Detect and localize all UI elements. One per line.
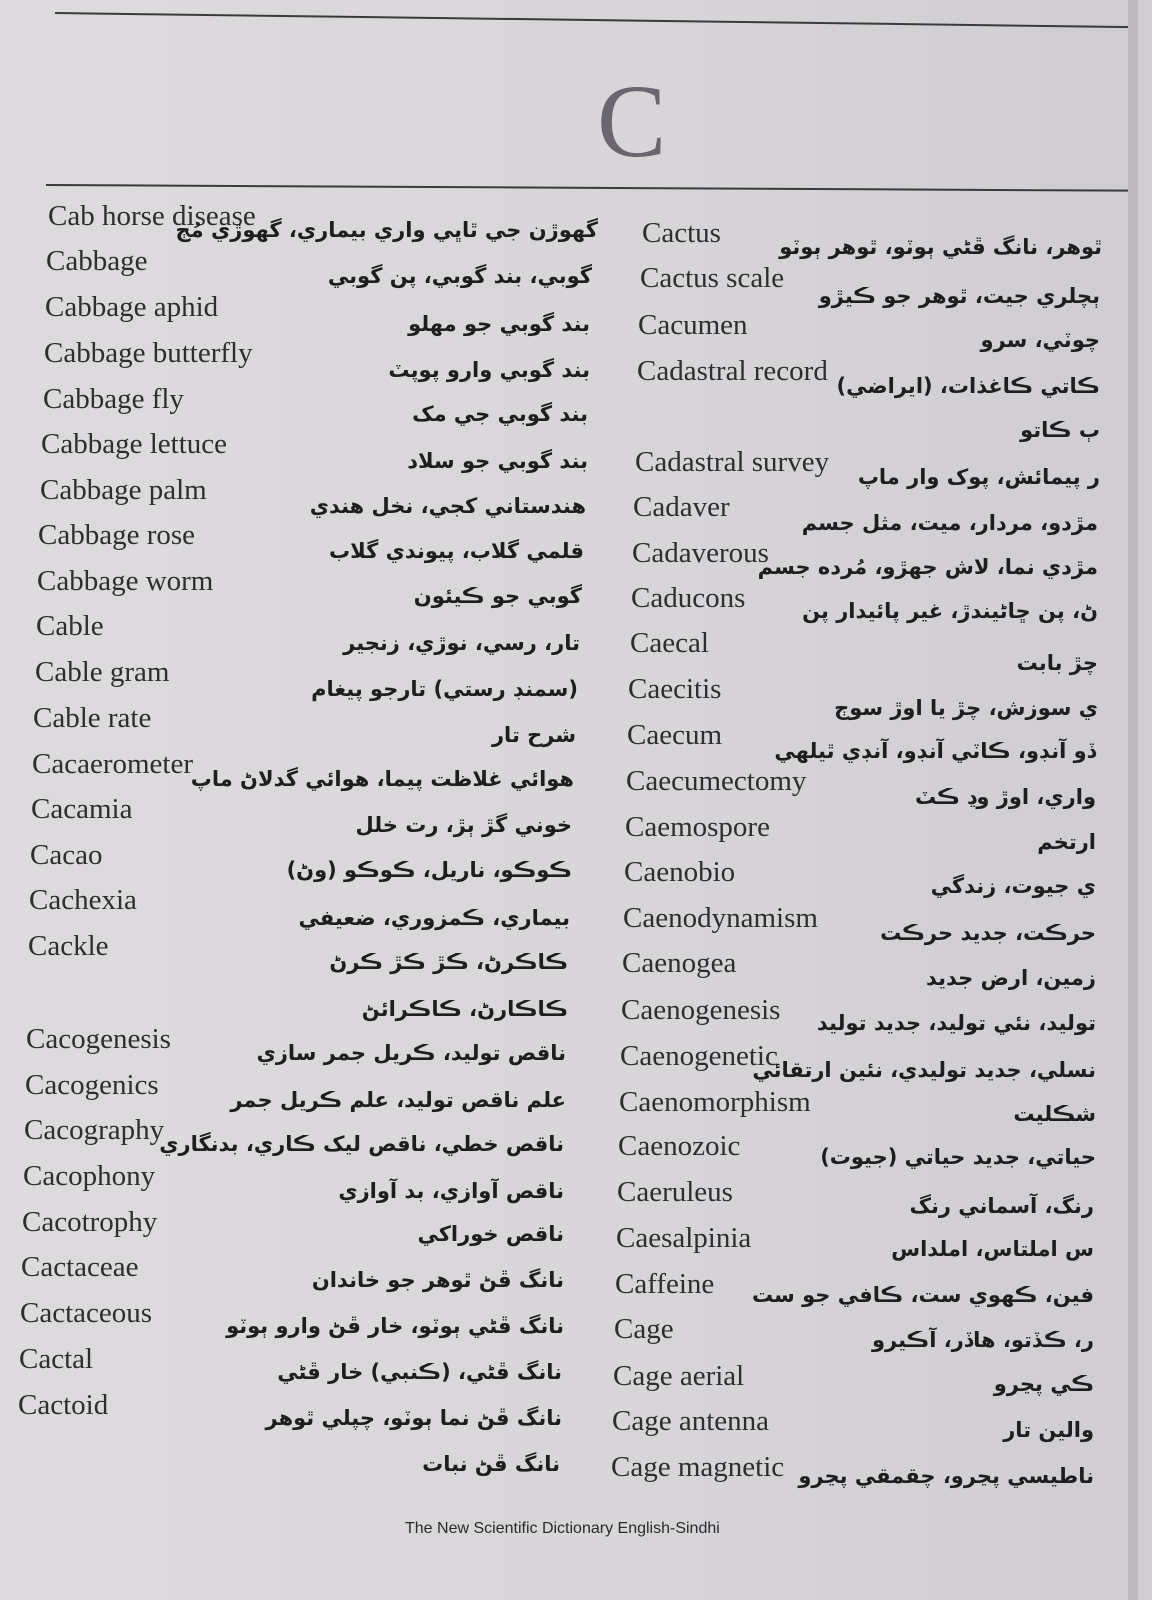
- left-entry-term: Cacamia: [31, 793, 133, 825]
- left-entry-term: Cab horse disease: [48, 200, 256, 232]
- footer-title: The New Scientific Dictionary English-Sindhi: [405, 1520, 720, 1537]
- left-entry-sindhi-definition: بند گوبي جو مهلو: [408, 312, 590, 336]
- left-entry-sindhi-definition: نانگ ڦڻ ٿوهر جو خاندان: [311, 1268, 564, 1292]
- left-entry-sindhi-definition: قلمي گلاب، پيوندي گلاب: [329, 539, 584, 563]
- right-entry-sindhi-definition: توليد، نئي توليد، جديد توليد: [816, 1011, 1096, 1035]
- left-entry-term: Cactal: [19, 1343, 94, 1375]
- right-entry-sindhi-definition: ٿوهر، نانگ ڦڻي ٻوٽو، ٿوهر ٻوٽو: [779, 235, 1102, 259]
- right-entry-term: Cage aerial: [613, 1360, 745, 1392]
- right-entry-sindhi-definition: ڻ، پن ڇاڻيندڙ، غير پائيدار پن: [802, 599, 1098, 623]
- right-entry-term: Cactus scale: [640, 262, 785, 294]
- left-entry-sindhi-definition: ڪوڪو، ناريل، ڪوڪو (وڻ): [286, 858, 572, 882]
- right-entry-sindhi-definition: ڪي پڃرو: [993, 1372, 1094, 1396]
- left-entry-term: Cabbage butterfly: [44, 337, 253, 369]
- right-entry-term: Caffeine: [615, 1268, 715, 1300]
- left-entry-term: Cacao: [30, 839, 103, 871]
- right-entry-sindhi-definition: نسلي، جديد توليدي، نئين ارتقائي: [752, 1058, 1096, 1082]
- right-entry-term: Caenogenesis: [621, 994, 781, 1026]
- left-entry-sindhi-definition: ڪاڪرڻ، ڪڙ ڪڙ ڪرڻ: [329, 950, 568, 974]
- left-entry-term: Cachexia: [29, 884, 137, 916]
- right-entry-sindhi-definition: س املتاس، املداس: [891, 1237, 1094, 1261]
- right-entry-term: Caesalpinia: [616, 1222, 752, 1254]
- right-entry-sindhi-definition: زمين، ارض جديد: [926, 966, 1096, 990]
- left-entry-term: Cacophony: [23, 1160, 156, 1192]
- right-entry-sindhi-definition: ر پيمائش، پوک وار ماپ: [857, 465, 1100, 489]
- right-entry-sindhi-definition: والين تار: [1003, 1418, 1094, 1442]
- right-entry-term: Caecumectomy: [626, 765, 807, 797]
- left-entry-sindhi-definition: بيماري، ڪمزوري، ضعيفي: [298, 906, 570, 930]
- right-entry-term: Cacumen: [638, 309, 748, 341]
- right-entry-term: Cage antenna: [612, 1405, 770, 1437]
- left-entry-sindhi-definition: گهوڙن جي ٿاڀي واري بيماري، گهوڙي مُڄ: [175, 218, 598, 242]
- page-spine-edge: [1138, 0, 1152, 1600]
- left-entry-sindhi-definition: گوبي جو ڪيئون: [413, 584, 582, 608]
- left-entry-term: Cacography: [24, 1114, 165, 1146]
- right-entry-term: Caecal: [630, 627, 709, 659]
- right-entry-sindhi-definition: ي سوزش، چڙ يا اوڙ سوڄ: [834, 696, 1098, 720]
- right-entry-sindhi-definition: حرڪت، جديد حرڪت: [880, 921, 1096, 945]
- right-entry-sindhi-definition: ارتخم: [1037, 830, 1096, 854]
- top-rule: [55, 12, 1132, 28]
- left-entry-term: Cactoid: [18, 1389, 109, 1421]
- left-entry-sindhi-definition: هوائي غلاظت پيما، هوائي گدلاڻ ماپ: [190, 767, 574, 791]
- left-entry-term: Cabbage worm: [37, 565, 214, 597]
- right-entry-term: Cadaver: [633, 491, 730, 523]
- left-entry-term: Cacotrophy: [22, 1206, 158, 1238]
- right-entry-term: Caenodynamism: [623, 902, 818, 934]
- left-entry-term: Cable rate: [33, 702, 152, 734]
- right-entry-sindhi-definition: ر، ڪڏتو، هاڏر، آڪيرو: [871, 1328, 1094, 1352]
- right-entry-sindhi-definition: چوٽي، سرو: [980, 328, 1100, 352]
- left-entry-sindhi-definition: علم ناقص توليد، علم ڪريل جمر: [230, 1088, 566, 1112]
- left-entry-sindhi-definition: نانگ ڦڻي ٻوٽو، خار ڦڻ وارو ٻوٽو: [226, 1314, 564, 1338]
- right-entry-term: Cage magnetic: [611, 1451, 785, 1483]
- right-entry-sindhi-definition: واري، اوڙ وڍ ڪٽ: [914, 785, 1096, 809]
- left-entry-sindhi-definition: بند گوبي جي مک: [412, 402, 588, 426]
- right-entry-sindhi-definition: رنگ، آسماني رنگ: [909, 1194, 1094, 1218]
- section-letter: C: [597, 64, 667, 179]
- right-entry-term: Cactus: [642, 217, 721, 249]
- right-entry-sindhi-definition: ڪاتي ڪاغذات، (ايراضي): [836, 374, 1100, 398]
- left-entry-sindhi-definition: ناقص خوراکي: [417, 1222, 564, 1246]
- right-entry-sindhi-definition: مڙدي نما، لاش جهڙو، مُرده جسم: [757, 555, 1098, 579]
- left-entry-sindhi-definition: نانگ ڦڻي، (ڪنبي) خار ڦڻي: [277, 1360, 562, 1384]
- right-entry-term: Cadastral record: [637, 355, 828, 387]
- right-entry-term: Caenogea: [622, 947, 737, 979]
- header-rule: [46, 184, 1132, 192]
- left-entry-term: Cabbage palm: [40, 474, 207, 506]
- left-entry-sindhi-definition: ناقص خطي، ناقص ليک ڪاري، بدنگاري: [159, 1132, 564, 1156]
- left-entry-term: Cactaceous: [20, 1297, 153, 1329]
- left-entry-term: Cackle: [28, 930, 109, 962]
- right-entry-term: Caenomorphism: [619, 1086, 811, 1118]
- left-entry-sindhi-definition: ناقص توليد، ڪريل جمر سازي: [256, 1041, 566, 1065]
- left-entry-term: Cable gram: [35, 656, 170, 688]
- left-entry-sindhi-definition: هندستاني کجي، نخل هندي: [309, 494, 586, 518]
- right-entry-term: Caenozoic: [618, 1130, 741, 1162]
- right-entry-sindhi-definition: شڪليت: [1013, 1102, 1096, 1126]
- right-entry-sindhi-definition: چڙ بابت: [1016, 651, 1098, 675]
- left-entry-sindhi-definition: ناقص آوازي، بد آوازي: [338, 1179, 564, 1203]
- left-entry-sindhi-definition: ڪاڪارڻ، ڪاڪرائڻ: [361, 997, 568, 1021]
- right-entry-sindhi-definition: فين، ڪهوي ست، ڪافي جو ست: [751, 1283, 1094, 1307]
- left-entry-term: Cabbage: [46, 245, 148, 277]
- right-entry-sindhi-definition: ڏو آنڊو، ڪاٽي آنڊو، آنڊي ٿيلهي: [774, 739, 1096, 763]
- left-entry-term: Cactaceae: [21, 1251, 139, 1283]
- right-entry-sindhi-definition: ي جيوت، زندگي: [930, 874, 1096, 898]
- left-entry-sindhi-definition: (سمنڊ رستي) تارجو پيغام: [311, 677, 578, 701]
- left-entry-term: Cabbage lettuce: [41, 428, 227, 460]
- right-entry-term: Caemospore: [625, 811, 770, 843]
- left-entry-term: Cable: [36, 610, 104, 642]
- left-entry-sindhi-definition: تار، رسي، نوڙي، زنجير: [343, 631, 580, 655]
- left-entry-sindhi-definition: گوبي، بند گوبي، پن گوبي: [327, 264, 592, 288]
- left-entry-sindhi-definition: بند گوبي وارو پوپٽ: [388, 358, 590, 382]
- left-entry-term: Cacaerometer: [32, 748, 194, 780]
- right-entry-sindhi-definition: مڙدو، مردار، ميت، مثل جسم: [801, 511, 1098, 535]
- right-entry-sindhi-definition: ٻچلري جيت، ٿوهر جو ڪيڙو: [818, 284, 1100, 308]
- left-entry-term: Cabbage fly: [43, 383, 184, 415]
- right-entry-term: Caducons: [631, 582, 746, 614]
- left-entry-term: Cacogenesis: [26, 1023, 171, 1055]
- right-entry-term: Caecum: [627, 719, 723, 751]
- right-entry-term: Cadastral survey: [635, 446, 830, 478]
- right-entry-term: Cage: [614, 1313, 674, 1345]
- right-entry-term: Caecitis: [628, 673, 722, 705]
- right-entry-sindhi-definition: ناطيسي پڃرو، چقمقي پڃرو: [798, 1464, 1094, 1488]
- right-entry-term: Caenogenetic: [620, 1040, 778, 1072]
- left-entry-sindhi-definition: نانگ ڦڻ نبات: [422, 1452, 560, 1476]
- right-entry-sindhi-definition: ٻ ڪاتو: [1020, 418, 1100, 442]
- right-entry-term: Caenobio: [624, 856, 736, 888]
- right-entry-sindhi-definition: حياتي، جديد حياتي (جيوت): [820, 1145, 1096, 1169]
- left-entry-sindhi-definition: خوني گڙ ٻڙ، رت خلل: [355, 813, 572, 837]
- left-entry-sindhi-definition: شرح تار: [491, 723, 576, 747]
- right-entry-term: Cadaverous: [632, 537, 769, 569]
- right-entry-term: Caeruleus: [617, 1176, 733, 1208]
- left-entry-term: Cabbage aphid: [45, 291, 219, 323]
- left-entry-term: Cabbage rose: [38, 519, 196, 551]
- left-entry-sindhi-definition: بند گوبي جو سلاد: [407, 449, 588, 473]
- left-entry-sindhi-definition: نانگ ڦڻ نما ٻوٽو، چپلي ٿوهر: [265, 1406, 562, 1430]
- left-entry-term: Cacogenics: [25, 1069, 159, 1101]
